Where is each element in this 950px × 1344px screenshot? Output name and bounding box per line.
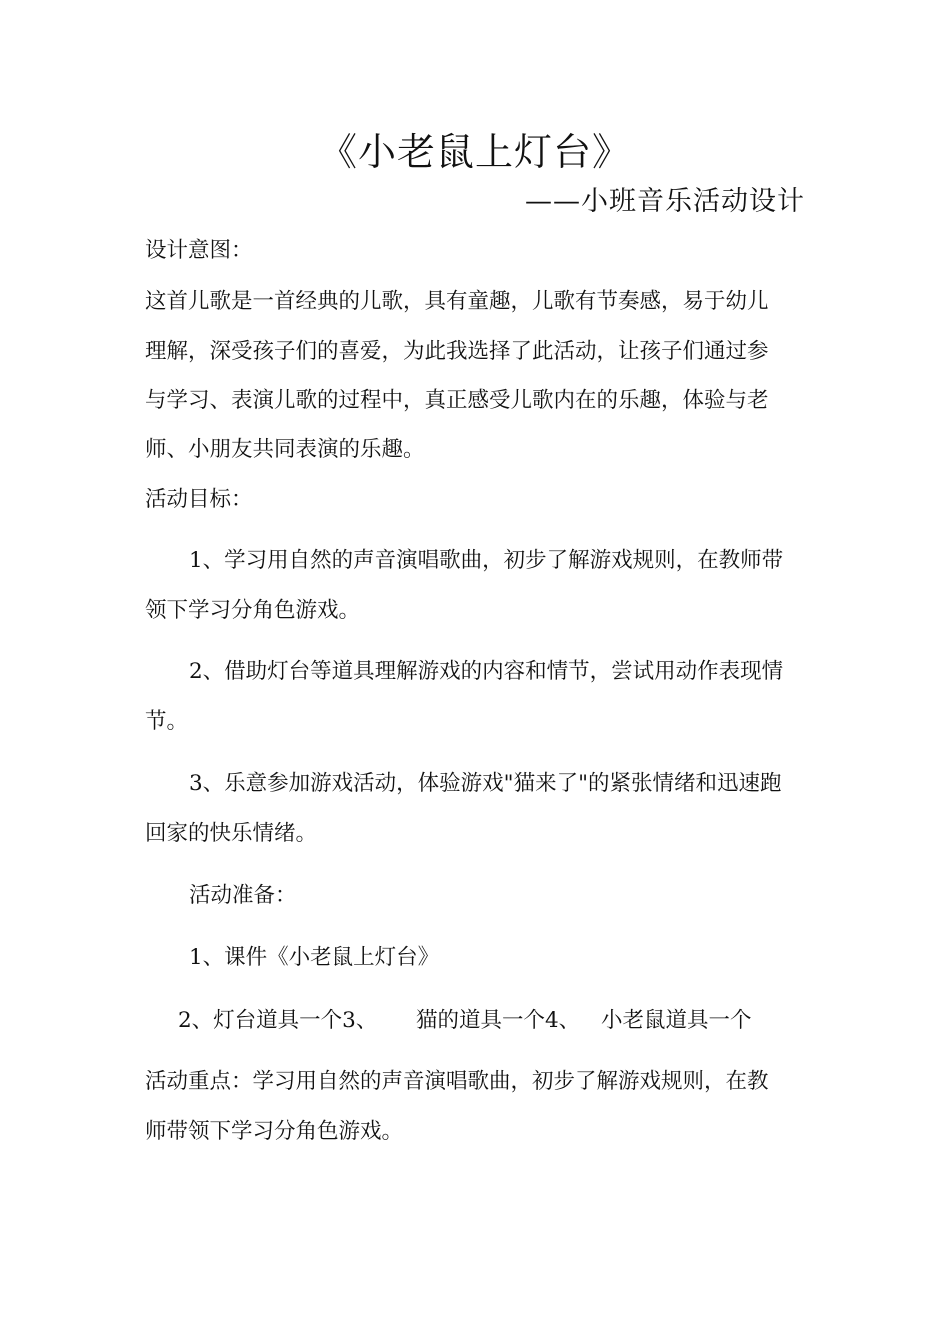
intent-heading: 设计意图：: [145, 238, 253, 263]
intent-line: 师、小朋友共同表演的乐趣。: [145, 437, 425, 462]
goal-item-3-continuation: 回家的快乐情绪。: [145, 821, 318, 846]
goal-item-1-continuation: 领下学习分角色游戏。: [145, 598, 361, 623]
intent-line: 理解，深受孩子们的喜爱，为此我选择了此活动，让孩子们通过参: [145, 339, 769, 364]
intent-line: 这首儿歌是一首经典的儿歌，具有童趣，儿歌有节奏感，易于幼儿: [145, 289, 769, 314]
prep-item-3: 猫的道具一个4、: [416, 1008, 581, 1033]
goal-item-2-continuation: 节。: [145, 709, 189, 734]
goals-heading: 活动目标：: [145, 487, 253, 512]
goal-item-1: 1、学习用自然的声音演唱歌曲，初步了解游戏规则，在教师带: [189, 548, 784, 573]
focus-line: 活动重点：学习用自然的声音演唱歌曲，初步了解游戏规则，在教: [145, 1069, 769, 1094]
document-title: 《小老鼠上灯台》: [318, 130, 631, 174]
document-subtitle: ——小班音乐活动设计: [525, 186, 805, 217]
intent-line: 与学习、表演儿歌的过程中，真正感受儿歌内在的乐趣，体验与老: [145, 388, 769, 413]
prep-item-1: 1、课件《小老鼠上灯台》: [189, 945, 440, 970]
prep-heading: 活动准备：: [189, 883, 297, 908]
focus-line: 师带领下学习分角色游戏。: [145, 1119, 404, 1144]
prep-item-4: 小老鼠道具一个: [601, 1008, 752, 1033]
prep-item-2: 2、灯台道具一个3、: [178, 1008, 378, 1033]
goal-item-3: 3、乐意参加游戏活动，体验游戏"猫来了"的紧张情绪和迅速跑: [189, 771, 782, 796]
goal-item-2: 2、借助灯台等道具理解游戏的内容和情节，尝试用动作表现情: [189, 659, 784, 684]
